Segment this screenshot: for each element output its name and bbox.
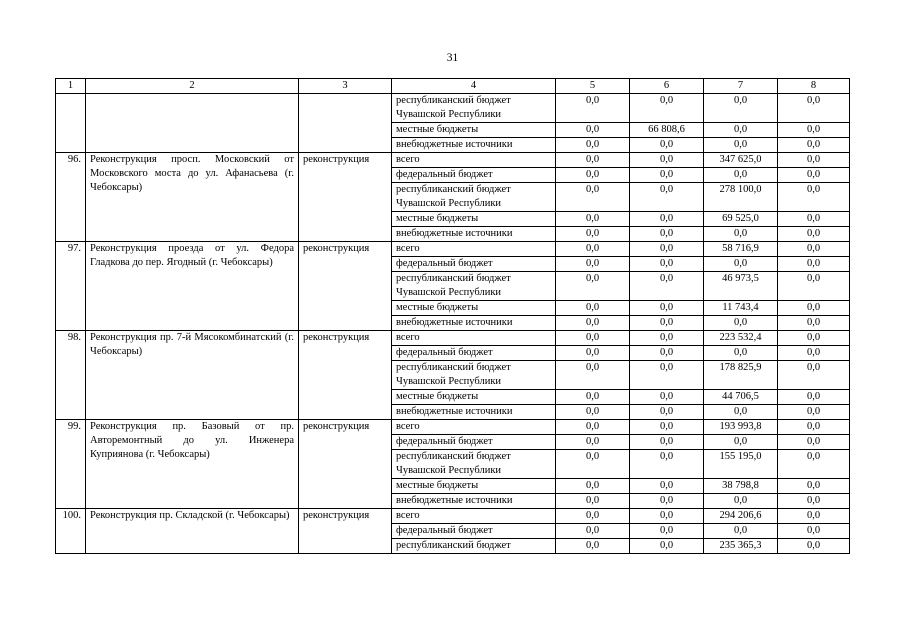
value-col-7: 0,0 bbox=[704, 227, 778, 242]
value-col-6: 0,0 bbox=[630, 183, 704, 212]
value-col-5: 0,0 bbox=[556, 257, 630, 272]
value-col-6: 0,0 bbox=[630, 257, 704, 272]
entry-type: реконструкция bbox=[299, 153, 392, 242]
value-col-6: 66 808,6 bbox=[630, 123, 704, 138]
entry-number-empty bbox=[56, 94, 86, 153]
entry-type: реконструкция bbox=[299, 420, 392, 509]
value-col-5: 0,0 bbox=[556, 153, 630, 168]
funding-source: всего bbox=[392, 153, 556, 168]
value-col-5: 0,0 bbox=[556, 420, 630, 435]
value-col-8: 0,0 bbox=[778, 316, 850, 331]
entry-name: Реконструкция проезда от ул. Федора Гладкова до пер. Ягодный (г. Чебоксары) bbox=[86, 242, 299, 331]
value-col-8: 0,0 bbox=[778, 227, 850, 242]
value-col-5: 0,0 bbox=[556, 227, 630, 242]
value-col-8: 0,0 bbox=[778, 183, 850, 212]
value-col-8: 0,0 bbox=[778, 524, 850, 539]
value-col-7: 38 798,8 bbox=[704, 479, 778, 494]
entry-name: Реконструкция пр. Базовый от пр. Авторемонтный до ул. Инженера Куприянова (г. Чебоксары) bbox=[86, 420, 299, 509]
value-col-6: 0,0 bbox=[630, 450, 704, 479]
value-col-8: 0,0 bbox=[778, 123, 850, 138]
table-row bbox=[56, 153, 850, 168]
value-col-7: 0,0 bbox=[704, 435, 778, 450]
value-col-8: 0,0 bbox=[778, 420, 850, 435]
value-col-6: 0,0 bbox=[630, 168, 704, 183]
funding-source: внебюджетные источники bbox=[392, 316, 556, 331]
entry-type: реконструкция bbox=[299, 509, 392, 554]
funding-source: республиканский бюджет Чувашской Республики bbox=[392, 272, 556, 301]
entry-number: 100. bbox=[56, 509, 86, 554]
value-col-7: 0,0 bbox=[704, 138, 778, 153]
value-col-7: 0,0 bbox=[704, 494, 778, 509]
value-col-6: 0,0 bbox=[630, 212, 704, 227]
header-col-7: 7 bbox=[704, 79, 778, 94]
header-col-6: 6 bbox=[630, 79, 704, 94]
funding-source: республиканский бюджет Чувашской Республики bbox=[392, 183, 556, 212]
value-col-5: 0,0 bbox=[556, 242, 630, 257]
value-col-6: 0,0 bbox=[630, 316, 704, 331]
value-col-5: 0,0 bbox=[556, 212, 630, 227]
value-col-5: 0,0 bbox=[556, 183, 630, 212]
value-col-5: 0,0 bbox=[556, 494, 630, 509]
value-col-8: 0,0 bbox=[778, 242, 850, 257]
value-col-6: 0,0 bbox=[630, 94, 704, 123]
value-col-6: 0,0 bbox=[630, 361, 704, 390]
table-row bbox=[56, 242, 850, 257]
value-col-8: 0,0 bbox=[778, 494, 850, 509]
table-row bbox=[56, 331, 850, 346]
value-col-8: 0,0 bbox=[778, 539, 850, 554]
value-col-6: 0,0 bbox=[630, 138, 704, 153]
value-col-5: 0,0 bbox=[556, 123, 630, 138]
funding-source: внебюджетные источники bbox=[392, 138, 556, 153]
funding-source: внебюджетные источники bbox=[392, 405, 556, 420]
header-col-2: 2 bbox=[86, 79, 299, 94]
value-col-6: 0,0 bbox=[630, 539, 704, 554]
funding-source: местные бюджеты bbox=[392, 479, 556, 494]
entry-name: Реконструкция пр. 7-й Мясокомбинатский (г. Чебоксары) bbox=[86, 331, 299, 420]
value-col-8: 0,0 bbox=[778, 346, 850, 361]
value-col-5: 0,0 bbox=[556, 168, 630, 183]
value-col-7: 0,0 bbox=[704, 346, 778, 361]
table-row bbox=[56, 94, 850, 123]
value-col-6: 0,0 bbox=[630, 390, 704, 405]
value-col-7: 0,0 bbox=[704, 405, 778, 420]
value-col-8: 0,0 bbox=[778, 272, 850, 301]
header-col-8: 8 bbox=[778, 79, 850, 94]
entry-name-empty bbox=[86, 94, 299, 153]
funding-source: республиканский бюджет bbox=[392, 539, 556, 554]
value-col-5: 0,0 bbox=[556, 390, 630, 405]
value-col-8: 0,0 bbox=[778, 138, 850, 153]
header-col-5: 5 bbox=[556, 79, 630, 94]
entry-name: Реконструкция просп. Московский от Московского моста до ул. Афанасьева (г. Чебоксары) bbox=[86, 153, 299, 242]
value-col-6: 0,0 bbox=[630, 331, 704, 346]
value-col-7: 0,0 bbox=[704, 168, 778, 183]
funding-source: федеральный бюджет bbox=[392, 257, 556, 272]
entry-type-empty bbox=[299, 94, 392, 153]
header-row bbox=[56, 79, 850, 94]
value-col-6: 0,0 bbox=[630, 479, 704, 494]
funding-source: местные бюджеты bbox=[392, 390, 556, 405]
funding-source: внебюджетные источники bbox=[392, 227, 556, 242]
value-col-5: 0,0 bbox=[556, 479, 630, 494]
value-col-7: 0,0 bbox=[704, 316, 778, 331]
value-col-5: 0,0 bbox=[556, 94, 630, 123]
page-number: 31 bbox=[446, 52, 459, 64]
entry-name: Реконструкция пр. Складской (г. Чебоксары) bbox=[86, 509, 299, 554]
funding-source: внебюджетные источники bbox=[392, 494, 556, 509]
value-col-5: 0,0 bbox=[556, 301, 630, 316]
value-col-6: 0,0 bbox=[630, 153, 704, 168]
entry-type: реконструкция bbox=[299, 331, 392, 420]
funding-source: республиканский бюджет Чувашской Республики bbox=[392, 450, 556, 479]
value-col-8: 0,0 bbox=[778, 479, 850, 494]
entry-number: 99. bbox=[56, 420, 86, 509]
value-col-6: 0,0 bbox=[630, 509, 704, 524]
value-col-6: 0,0 bbox=[630, 420, 704, 435]
value-col-5: 0,0 bbox=[556, 450, 630, 479]
value-col-8: 0,0 bbox=[778, 390, 850, 405]
header-col-3: 3 bbox=[299, 79, 392, 94]
value-col-6: 0,0 bbox=[630, 346, 704, 361]
header-col-4: 4 bbox=[392, 79, 556, 94]
table-row bbox=[56, 420, 850, 435]
value-col-7: 11 743,4 bbox=[704, 301, 778, 316]
value-col-6: 0,0 bbox=[630, 494, 704, 509]
value-col-7: 347 625,0 bbox=[704, 153, 778, 168]
value-col-8: 0,0 bbox=[778, 435, 850, 450]
value-col-6: 0,0 bbox=[630, 301, 704, 316]
value-col-6: 0,0 bbox=[630, 524, 704, 539]
value-col-5: 0,0 bbox=[556, 361, 630, 390]
funding-source: республиканский бюджет Чувашской Республики bbox=[392, 94, 556, 123]
value-col-8: 0,0 bbox=[778, 361, 850, 390]
funding-source: местные бюджеты bbox=[392, 212, 556, 227]
funding-source: федеральный бюджет bbox=[392, 346, 556, 361]
table-row bbox=[56, 509, 850, 524]
entry-type: реконструкция bbox=[299, 242, 392, 331]
value-col-5: 0,0 bbox=[556, 272, 630, 301]
funding-source: всего bbox=[392, 242, 556, 257]
value-col-8: 0,0 bbox=[778, 450, 850, 479]
funding-source: местные бюджеты bbox=[392, 123, 556, 138]
value-col-6: 0,0 bbox=[630, 242, 704, 257]
entry-number: 98. bbox=[56, 331, 86, 420]
funding-source: федеральный бюджет bbox=[392, 168, 556, 183]
value-col-7: 0,0 bbox=[704, 94, 778, 123]
funding-source: федеральный бюджет bbox=[392, 524, 556, 539]
funding-source: федеральный бюджет bbox=[392, 435, 556, 450]
funding-source: республиканский бюджет Чувашской Республики bbox=[392, 361, 556, 390]
value-col-7: 46 973,5 bbox=[704, 272, 778, 301]
value-col-7: 155 195,0 bbox=[704, 450, 778, 479]
value-col-7: 193 993,8 bbox=[704, 420, 778, 435]
value-col-5: 0,0 bbox=[556, 524, 630, 539]
header-col-1: 1 bbox=[56, 79, 86, 94]
value-col-7: 0,0 bbox=[704, 257, 778, 272]
value-col-8: 0,0 bbox=[778, 257, 850, 272]
value-col-6: 0,0 bbox=[630, 435, 704, 450]
value-col-6: 0,0 bbox=[630, 272, 704, 301]
value-col-7: 0,0 bbox=[704, 524, 778, 539]
value-col-8: 0,0 bbox=[778, 94, 850, 123]
entry-number: 96. bbox=[56, 153, 86, 242]
value-col-7: 69 525,0 bbox=[704, 212, 778, 227]
value-col-7: 58 716,9 bbox=[704, 242, 778, 257]
value-col-7: 0,0 bbox=[704, 123, 778, 138]
value-col-5: 0,0 bbox=[556, 435, 630, 450]
funding-source: всего bbox=[392, 331, 556, 346]
value-col-7: 294 206,6 bbox=[704, 509, 778, 524]
value-col-8: 0,0 bbox=[778, 405, 850, 420]
value-col-8: 0,0 bbox=[778, 212, 850, 227]
entry-number: 97. bbox=[56, 242, 86, 331]
program-table bbox=[55, 78, 850, 554]
funding-source: местные бюджеты bbox=[392, 301, 556, 316]
value-col-7: 278 100,0 bbox=[704, 183, 778, 212]
value-col-6: 0,0 bbox=[630, 227, 704, 242]
value-col-8: 0,0 bbox=[778, 509, 850, 524]
value-col-5: 0,0 bbox=[556, 331, 630, 346]
value-col-5: 0,0 bbox=[556, 346, 630, 361]
value-col-8: 0,0 bbox=[778, 301, 850, 316]
value-col-5: 0,0 bbox=[556, 138, 630, 153]
value-col-5: 0,0 bbox=[556, 539, 630, 554]
value-col-6: 0,0 bbox=[630, 405, 704, 420]
value-col-5: 0,0 bbox=[556, 405, 630, 420]
value-col-5: 0,0 bbox=[556, 509, 630, 524]
value-col-8: 0,0 bbox=[778, 331, 850, 346]
value-col-8: 0,0 bbox=[778, 153, 850, 168]
value-col-7: 44 706,5 bbox=[704, 390, 778, 405]
value-col-8: 0,0 bbox=[778, 168, 850, 183]
value-col-7: 223 532,4 bbox=[704, 331, 778, 346]
funding-source: всего bbox=[392, 420, 556, 435]
value-col-7: 178 825,9 bbox=[704, 361, 778, 390]
value-col-7: 235 365,3 bbox=[704, 539, 778, 554]
value-col-5: 0,0 bbox=[556, 316, 630, 331]
funding-source: всего bbox=[392, 509, 556, 524]
